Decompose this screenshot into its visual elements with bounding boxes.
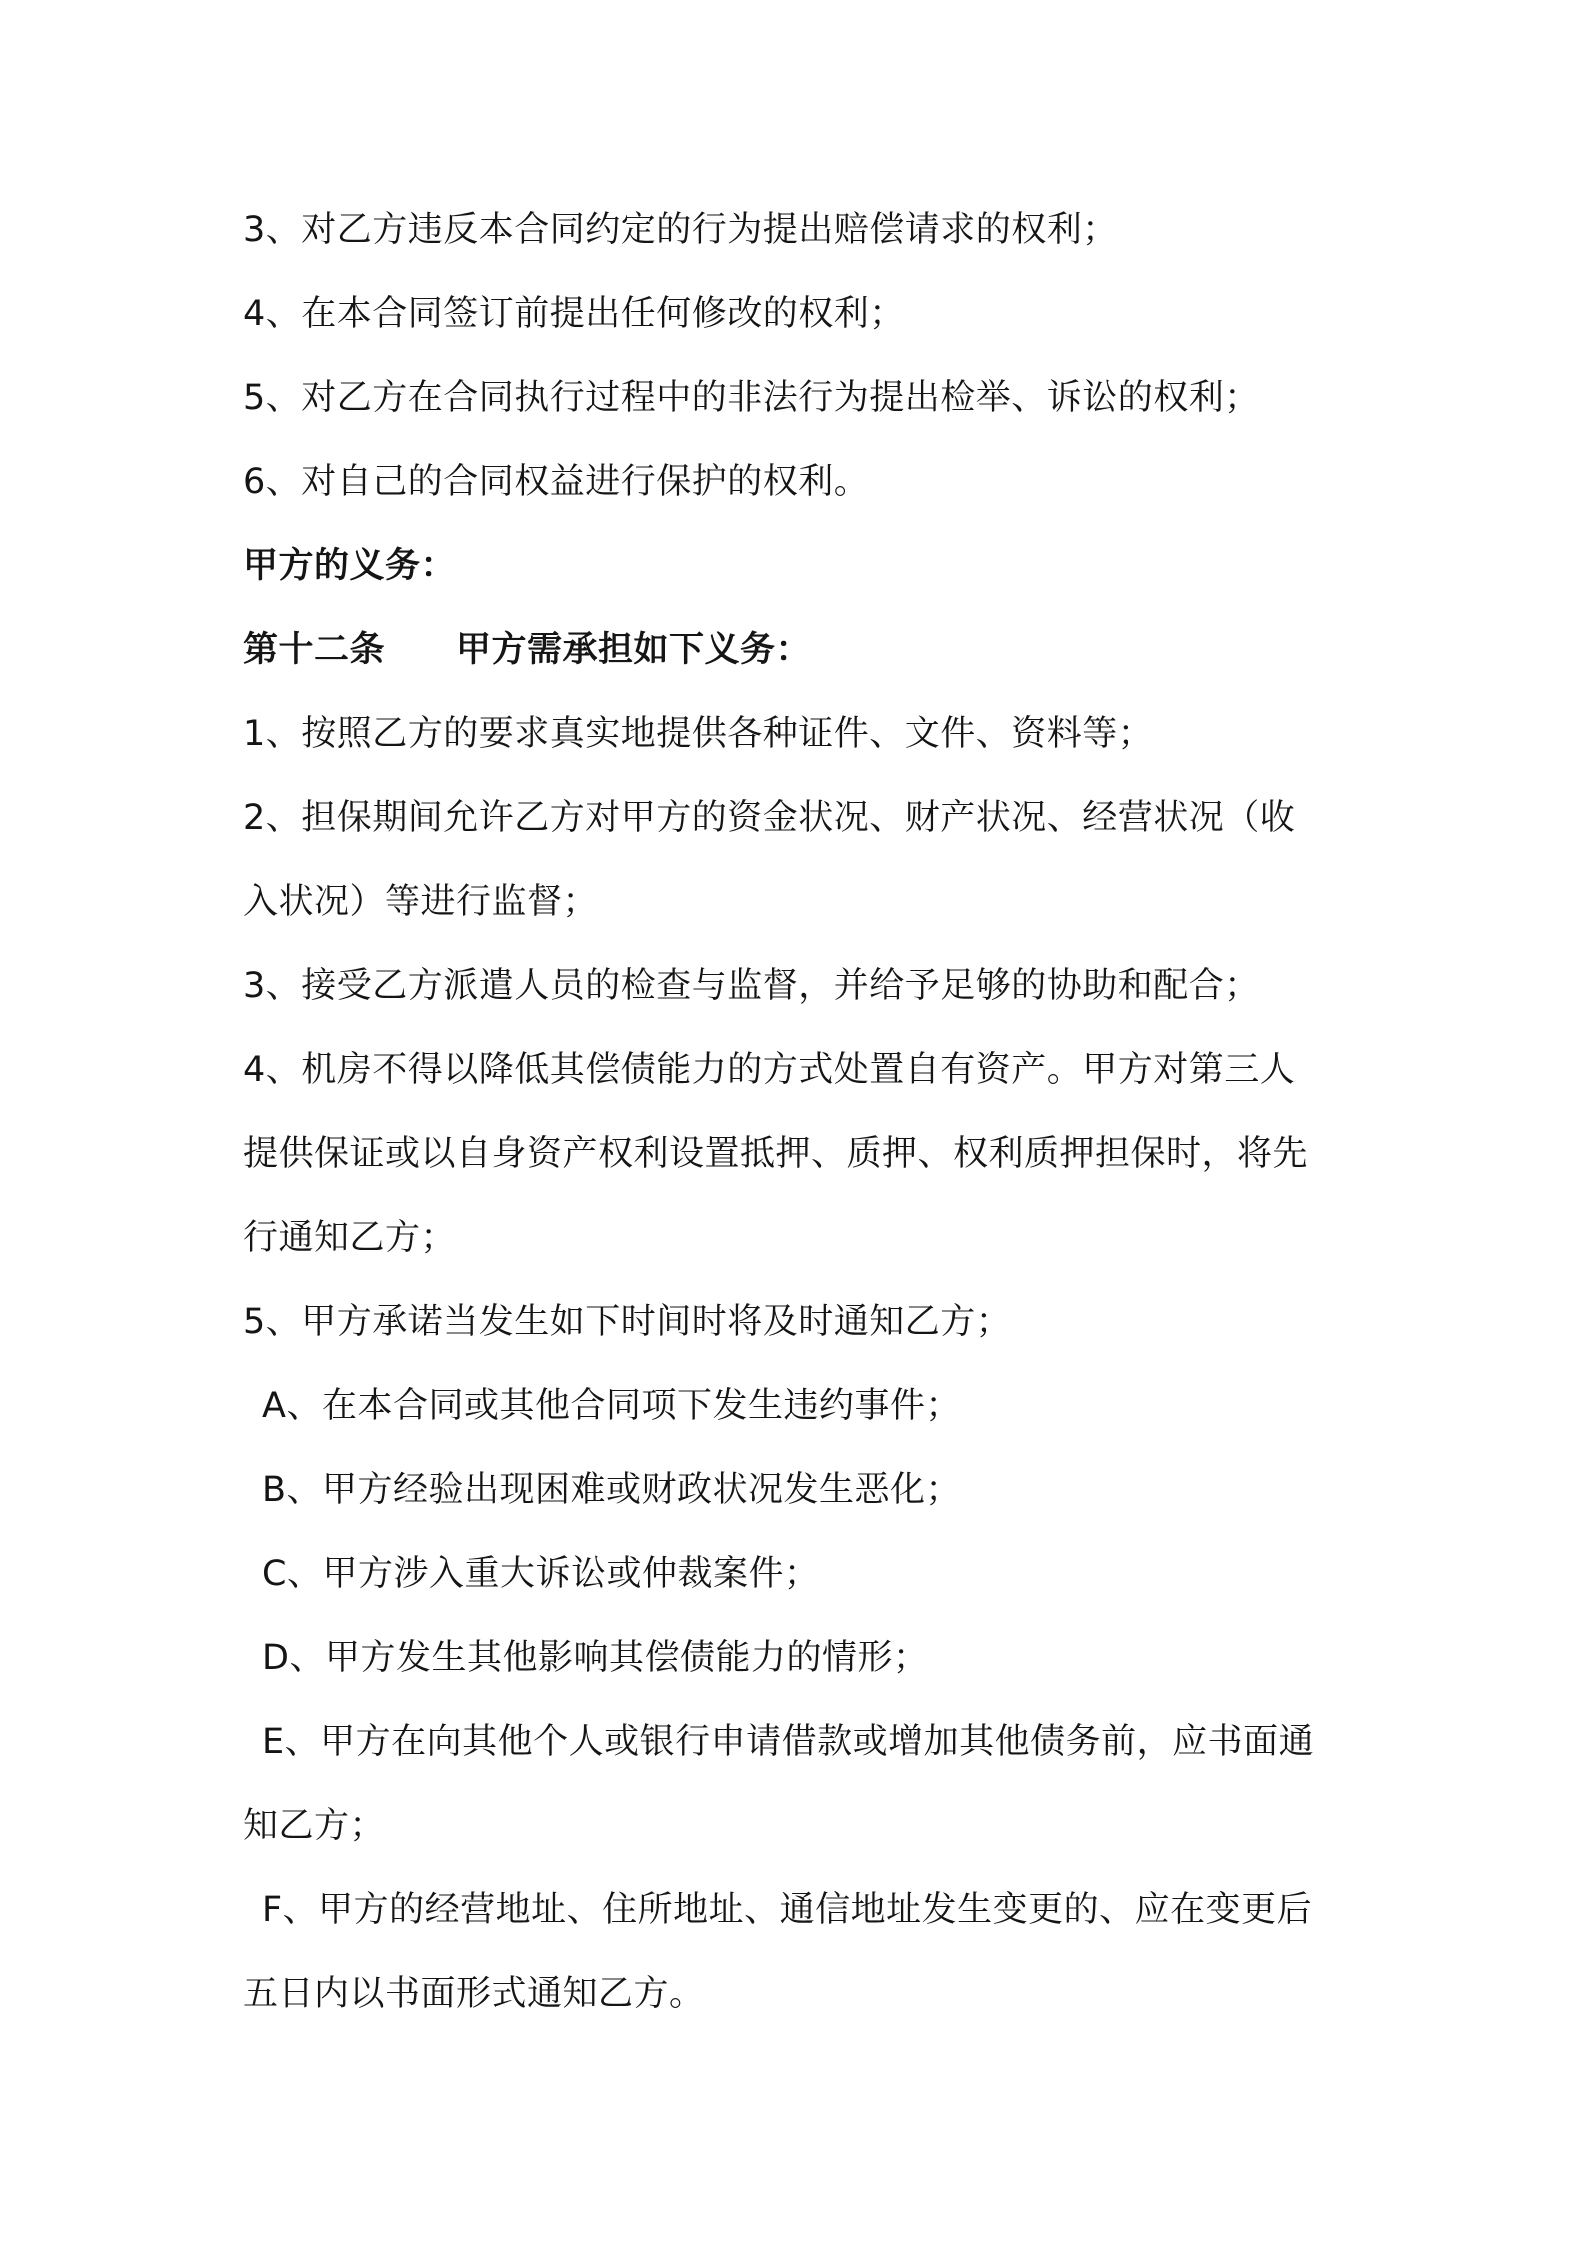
text-line: 6、对自己的合同权益进行保护的权利。 (243, 462, 870, 502)
text-line: 4、机房不得以降低其偿债能力的方式处置自有资产。甲方对第三人 (243, 1050, 1296, 1090)
text-line: 2、担保期间允许乙方对甲方的资金状况、财产状况、经营状况（收 (243, 798, 1296, 838)
text-line: 行通知乙方； (243, 1218, 457, 1258)
text-line: 3、接受乙方派遣人员的检查与监督，并给予足够的协助和配合； (243, 966, 1260, 1006)
text-line: 入状况）等进行监督； (243, 882, 599, 922)
text-line: 知乙方； (243, 1806, 386, 1846)
text-line: 1、按照乙方的要求真实地提供各种证件、文件、资料等； (243, 714, 1154, 754)
sub-item-line: F、甲方的经营地址、住所地址、通信地址发生变更的、应在变更后 (262, 1890, 1313, 1930)
text-line: 4、在本合同签订前提出任何修改的权利； (243, 294, 905, 334)
text-line: 五日内以书面形式通知乙方。 (243, 1974, 705, 2014)
sub-item-line: C、甲方涉入重大诉讼或仲裁案件； (262, 1554, 820, 1594)
section-heading: 甲方的义务： (243, 546, 457, 586)
article-heading: 第十二条 甲方需承担如下义务： (243, 630, 812, 670)
sub-item-line: E、甲方在向其他个人或银行申请借款或增加其他债务前，应书面通 (262, 1722, 1315, 1762)
sub-item-line: B、甲方经验出现困难或财政状况发生恶化； (262, 1470, 962, 1510)
text-line: 5、对乙方在合同执行过程中的非法行为提出检举、诉讼的权利； (243, 378, 1260, 418)
sub-item-line: D、甲方发生其他影响其偿债能力的情形； (262, 1638, 929, 1678)
text-line: 提供保证或以自身资产权利设置抵押、质押、权利质押担保时，将先 (243, 1134, 1309, 1174)
text-line: 5、甲方承诺当发生如下时间时将及时通知乙方； (243, 1302, 1012, 1342)
text-line: 3、对乙方违反本合同约定的行为提出赔偿请求的权利； (243, 210, 1118, 250)
sub-item-line: A、在本合同或其他合同项下发生违约事件； (262, 1386, 961, 1426)
